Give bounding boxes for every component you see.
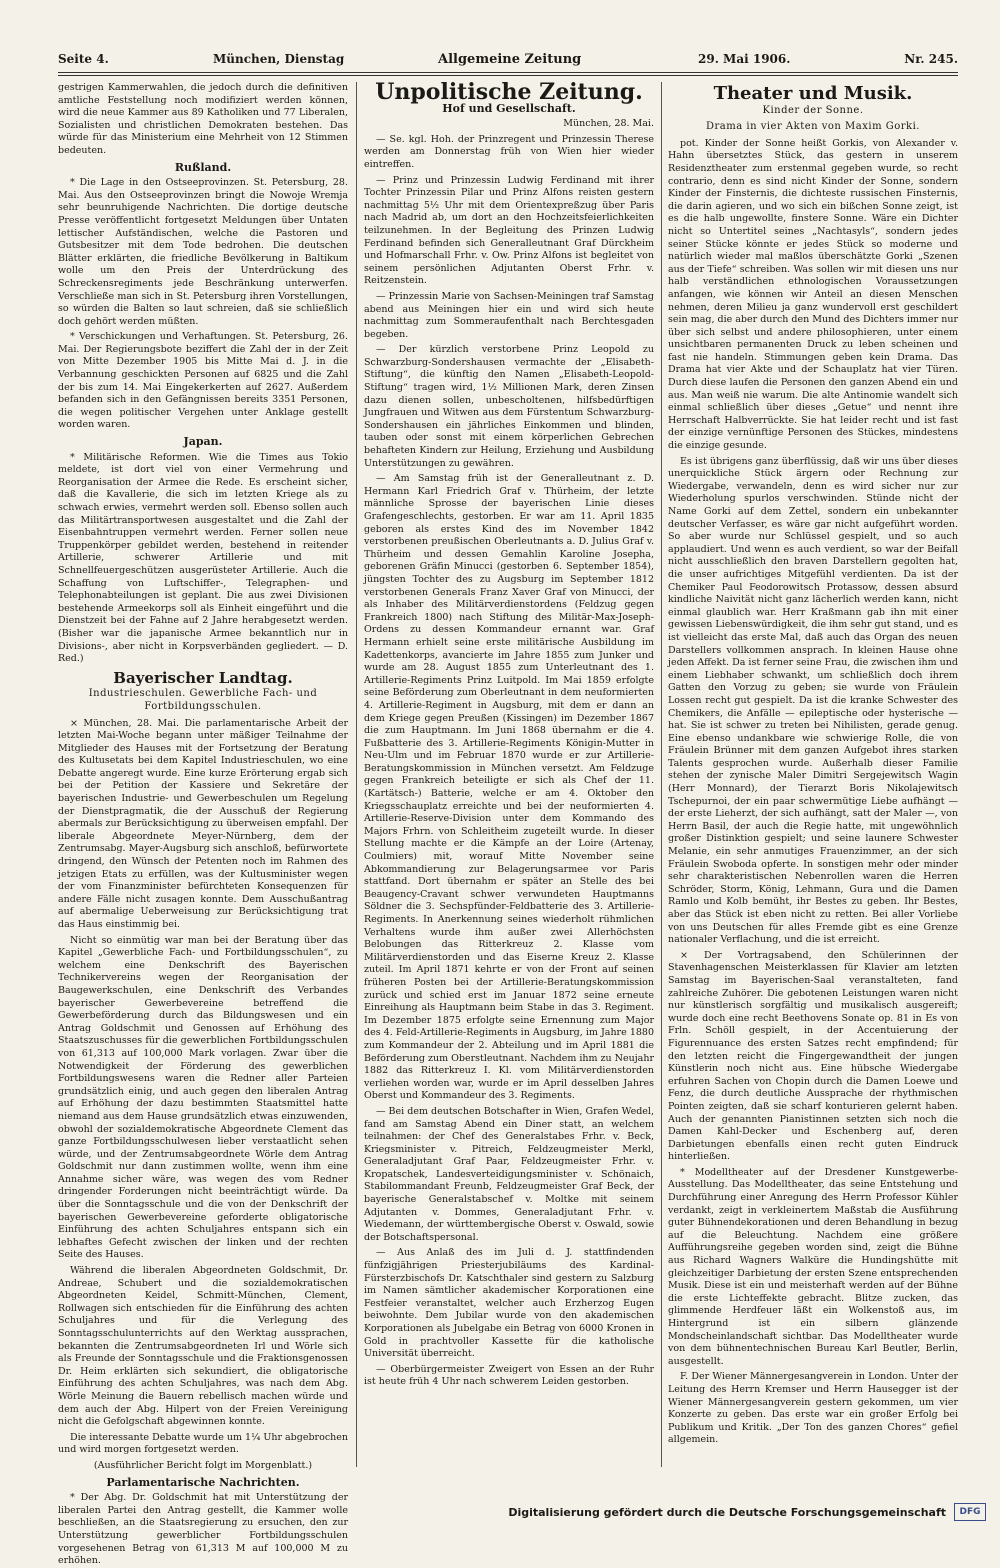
page-number: Seite 4. <box>58 52 109 66</box>
section-heading-landtag: Bayerischer Landtag. <box>113 668 293 687</box>
section-heading-russland: Rußland. <box>174 160 232 174</box>
article-text: — Prinzessin Marie von Sachsen-Meiningen traf Samstag abend aus Meiningen hier ein und wird sich heute nachmittag zum Sommeraufenthalt nach Berchtesgaden begeben. <box>364 290 654 340</box>
play-title: Kinder der Sonne. <box>762 104 864 116</box>
column-separator <box>661 82 662 1467</box>
article-text: F. Der Wiener Männergesangverein in London. Unter der Leitung des Herrn Kremser und Herrn Hausegger ist der Wiener Männergesangverein gestern gekommen, um vier Konzerte zu geben. Das erste war ein großer Erfolg bei Publikum und Kritik. „Der Ton des ganzen Chores“ gefiel allgemein. <box>668 1371 958 1446</box>
newspaper-name: Allgemeine Zeitung <box>438 52 582 67</box>
article-note: (Ausführlicher Bericht folgt im Morgenblatt.) <box>93 1459 313 1471</box>
article-text: × München, 28. Mai. Die parlamentarische Arbeit der letzten Mai-Woche begann unter mäßiger Teilnahme der Mitglieder des Hauses mit der Fortsetzung der Beratung des Kultusetats bei dem Kapitel Industrieschulen, wo eine Debatte angeregt wurde. Eine kurze Erörterung ergab sich bei der Petition der Kassiere und Sekretäre der bayerischen Industrie- und Gewerbeschulen um Regelung der Dienstpragmatik, die der Ausschuß der Regierung abermals zur Berücksichtigung zu überweisen empfahl. Der liberale Abgeordnete Meyer-Nürnberg, dem der Zentrumsabg. Mayer-Augsburg sich anschloß, befürwortete dringend, den Wünsch der Petenten noch im Rahmen des jetzigen Etats zu erfüllen, was der Kultusminister wegen der vom Finanzminister befürchteten Konsequenzen für andere Fälle nicht zusagen konnte. Dem Ausschußantrag auf abermalige Ueberweisung zur Berücksichtigung trat das Haus einstimmig bei. <box>58 717 348 930</box>
digitization-footer <box>0 1497 1000 1527</box>
section-heading-parliament: Parlamentarische Nachrichten. <box>106 1475 300 1489</box>
article-text: * Die Lage in den Ostseeprovinzen. St. Petersburg, 28. Mai. Aus den Ostseeprovinzen bringt die Nowoje Wremja sehr beunruhigende Nachrichten. Die dortige deutsche Presse veröffentlicht fortgesetzt Meldungen über Untaten lettischer Aufständischen, welche die Pastoren und Gutsbesitzer mit dem Tode bedrohen. Die deutschen Blätter erklärten, die friedliche Bevölkerung in Baltikum wolle um den Preis der Unterdrückung des Schreckensregiments jede Beschränkung unterwerfen. Verschließe man sich in St. Petersburg ihren Vorstellungen, so würden die Balten so laut schreien, daß sie schließlich doch gehört werden müßten. <box>58 177 348 327</box>
article-text: * Der Abg. Dr. Goldschmit hat mit Unterstützung der liberalen Partei den Antrag gestellt, die Kammer wolle beschließen, an die Staatsregierung zu ersuchen, den zur Unterstützung gewerblicher Fortbildungsschulen vorgesehenen Betrag von 61,313 M auf 100,000 M zu erhöhen. <box>58 1492 348 1567</box>
place-date: München, Dienstag <box>213 52 345 66</box>
section-subheading: Industrieschulen. Gewerbliche Fach- und Fortbildungsschulen. <box>88 688 318 712</box>
article-text: Es ist übrigens ganz überflüssig, daß wir uns über dieses unerquickliche Stück ärgern oder Rechnung zur Wiedergabe, verwandeln, denn es wird sicher nur zur Wiederholung spurlos verschwinden. Stünde nicht der Name Gorki auf dem Zettel, sondern ein unbekannter deutscher Verfasser, es wäre gar nicht aufgeführt worden. So aber wurde nur Schlüssel gespielt, und so auch applaudiert. Und wenn es auch verdient, so war der Beifall nicht ausschließlich den braven Darstellern gegolten hat, die unser aufrichtiges Mitgefühl verdienten. Da ist der Chemiker Paul Feodorowitsch Protassow, dessen absurd kindliche Naivität nicht ganz lächerlich werden kann, nicht einmal glaublich war. Herr Kraßmann gab ihn mit einer gewissen Liebenswürdigkeit, die ihm sehr gut stand, und es ist vielleicht das erste Mal, daß auch das Organ des neuen Darstellers vollkommen ansprach. In kleinen Hause ohne jeden Affekt. Da ist ferner seine Frau, die zwischen ihm und einem Liebhaber schwankt, um schließlich doch ihrem Gatten den Vorzug zu geben; sie wurde von Fräulein Lossen recht gut gespielt. Da ist die kranke Schwester des Chemikers, die Anfälle — epileptische oder hysterische — hat. Sie ist schwer zu treten bei Nihilisten, gerade genug. Eine ebenso undankbare wie schwierige Rolle, die von Fräulein Brünner mit dem ganzen Aufgebot ihres starken Talents gesprochen wurde. Außerhalb dieser Familie stehen der zynische Maler Dimitri Sergejewitsch Wagin (Herr Monnard), der Tierarzt Boris Nikolajewitsch Tschepurnoi, der ein paar schwermütige Liebe aufhängt — der erste Lieherzt, der sich aufhängt, satt der Maler —, von Herrn Basil, der auch die Regie hatte, mit ungewöhnlich großer Distinktion gespielt; und seine launere Schwester Melanie, ein sehr anmutiges Frauenzimmer, an der sich Fräulein Swoboda opferte. In sonstigen mehr oder minder sehr charakteristischen Nebenrollen waren die Herren Schröder, Storm, König, Lehmann, Gura und die Damen Ramlo und Kolb bemüht, ihr Bestes zu geben. Ihr Bestes, aber das Stück ist eben nicht zu retten. Bei aller Vorliebe von uns Deutschen für alles Fremde gibt es eine Grenze nationaler Verflachung, und die ist erreicht. <box>668 455 958 946</box>
article-text: — Prinz und Prinzessin Ludwig Ferdinand mit ihrer Tochter Prinzessin Pilar und Prinz Alfons reisten gestern nachmittag 5½ Uhr mit dem Orientexpreßzug über Paris nach Madrid ab, um dort an den Hochzeitsfeierlichkeiten teilzunehmen. In der Begleitung des Prinzen Ludwig Ferdinand befinden sich Generalleutnant Graf Dürckheim und Hofmarschall Frhr. v. Ow. Prinz Alfons ist begleitet von seinem persönlichen Adjutanten Oberst Frhr. v. Reitzenstein. <box>364 174 654 287</box>
article-text: pot. Kinder der Sonne heißt Gorkis, von Alexander v. Hahn übersetztes Stück, das gestern in unserem Residenztheater zum erstenmal gegeben wurde, so recht contrario, denn es sind nicht Kinder der Sonne, sondern Kinder der Finsternis, die dichteste russischen Finsternis, die darin agieren, und wo sich ein bißchen Sonne zeigt, ist es die halb ungewollte, finstere Sonne. Wäre ein Dichter nicht so Untertitel seines „Nachtasyls“, sondern jedes seiner Stücke könnte er jedes Stück so moderne und natürlich wieder mal maßlos überschätzte Gorki „Szenen aus der Tiefe“ schreiben. Was sollen wir mit diesen uns nur halb verständlichen ethnologischen Voraussetzungen anfangen, wie können wir Anteil an diesen Menschen nehmen, deren Milieu ja ganz wundervoll erst geschildert sein mag, die aber durch den Mund des Dichters immer nur über sich selbst und andere philosophieren, unter einem unsichtbaren permanenten Druck zu leben scheinen und fast nie handeln. Stimmungen geben kein Drama. Das Drama hat vier Akte und der Schauplatz hat vier Türen. Durch diese laufen die Personen den ganzen Abend ein und aus. Man weiß nie warum. Die alte Antinomie wandelt sich einmal schließlich über dieses „Getue“ und nennt ihre Herrschaft Halbverrückte. Sie hat leider recht und ist fast der einzige vernünftige Personen des Stückes, mindestens die einzige gesunde. <box>668 137 958 452</box>
article-text: gestrigen Kammerwahlen, die jedoch durch die definitiven amtliche Feststellung noch modifiziert werden können, wird die neue Kammer aus 89 Katholiken und 77 Liberalen, Sozialisten und christlichen Demokraten bestehen. Das würde für das Ministerium eine Mehrheit von 12 Stimmen bedeuten. <box>58 82 348 156</box>
column-separator <box>356 82 357 1467</box>
article-text: Während die liberalen Abgeordneten Goldschmit, Dr. Andreae, Schubert und die sozialdemokratischen Abgeordneten Keidel, Schmitt-München, Clement, Rollwagen sich entschieden für die Einführung des achten Schuljahres und für die Verlegung des Sonntagsschulunterrichts auf den Werktag aussprachen, bekannten die Zentrumsabgeordneten Irl und Wörle sich als Freunde der Sonntagsschule und die Fraktionsgenossen Dr. Heim erklärten sich sekundiert, die obligatorische Einführung des achten Schuljahres, was nach dem Abg. Wörle Meinung die Bauern rebellisch machen würde und dem auch der Abg. Hilpert von der Freien Vereinigung nicht die Gefolgschaft abgewinnen konnte. <box>58 1265 348 1428</box>
header-rule <box>58 72 958 73</box>
header-rule-2 <box>58 75 958 76</box>
article-text: — Aus Anlaß des im Juli d. J. stattfindenden fünfzigjährigen Priesterjubiläums des Kardinal-Fürsterzbischofs Dr. Katschthaler sind gestern zu Salzburg im Namen sämtlicher akademischer Korporationen eine Festfeier veranstaltet, welcher auch Erzherzog Eugen beiwohnte. Dem Jubilar wurde von den akademischen Korporationen als Jubelgabe ein Betrag von 6000 Kronen in Gold in prachtvoller Kassette für die katholische Universität überreicht. <box>364 1247 654 1360</box>
article-text: — Am Samstag früh ist der Generalleutnant z. D. Hermann Karl Friedrich Graf v. Thürheim, der letzte männliche Sprosse der bayerischen Linie dieses Grafengeschlechts, gestorben. Er war am 11. April 1835 geboren als erstes Kind des im November 1842 verstorbenen preußischen Oberleutnants a. D. Julius Graf v. Thürheim und dessen Gemahlin Karoline Josepha, geborenen Gräfin Minucci (gestorben 6. September 1854), jüngsten Tochter des zu Augsburg im September 1812 verstorbenen Generals Franz Xaver Graf von Minucci, der als Inhaber des Militärverdienstordens (Feldzug gegen Frankreich 1800) nach Stiftung des Militär-Max-Joseph-Ordens zu dessen Kommandeur ernannt war. Graf Hermann erhielt seine erste militärische Ausbildung im Kadettenkorps, avancierte im Jahre 1855 zum Junker und wurde am 28. August 1855 zum Unterleutnant des 1. Artillerie-Regiments Prinz Luitpold. Im Mai 1859 erfolgte seine Beförderung zum Oberleutnant in dem neuformierten 4. Artillerie-Regiment in Augsburg, mit dem er dann an dem Kriege gegen Preußen (Kissingen) im Dezember 1867 die zum Hauptmann. Im Juni 1868 übernahm er die 4. Fußbatterie des 3. Artillerie-Regiments Königin-Mutter in Neu-Ulm und im Februar 1870 wurde er zur Artillerie-Beratungskommission in München versetzt. Am Feldzuge gegen Frankreich beteiligte er sich als Chef der 11. (Kartätsch-) Batterie, welche er am 4. Oktober den Kriegsschauplatz erreichte und bei der neuformierten 4. Artillerie-Reserve-Division unter dem Kommando des Majors Frhrn. von Schleitheim zugeteilt wurde. In dieser Stellung machte er die Kämpfe an der Loire (Artenay, Coulmiers) mit, worauf Mitte November seine Abkommandierung zur Belagerungsarmee vor Paris stattfand. Dort übernahm er später an Stelle des bei Beaugency-Cravant schwer verwundeten Hauptmanns Söldner die 3. Sechspfünder-Feldbatterie des 3. Artillerie-Regiments. In Anerkennung seines wiederholt rühmlichen Verhaltens wurde ihm außer zwei Allerhöchsten Belobungen das Ritterkreuz 2. Klasse vom Militärverdienstorden und das Eiserne Kreuz 2. Klasse zuteil. Im April 1871 kehrte er von der Front auf seinen früheren Posten bei der Artillerie-Beratungskommission zurück und schied erst im Januar 1872 seine erneute Einreihung als Hauptmann beim Stabe in das 3. Regiment. Im Dezember 1875 erfolgte seine Ernennung zum Major des 4. Feld-Artillerie-Regiments in Augsburg, im Jahre 1880 zum Kommandeur der 2. Abteilung und im April 1881 die Beförderung zum Oberstleutnant. Nachdem ihm zu Neujahr 1882 das Ritterkreuz I. Kl. vom Militärverdienstorden verliehen worden war, wurde er im April desselben Jahres Oberst und Kommandeur des 3. Regiments. <box>364 473 654 1102</box>
section-subtitle: Hof und Gesellschaft. <box>442 101 576 115</box>
article-text: × Der Vortragsabend, den Schülerinnen der Stavenhagenschen Meisterklassen für Klavier am letzten Samstag im Bayerischen-Saal veranstalteten, fand zahlreiche Zuhörer. Die gebotenen Leistungen waren nicht nur künstlerisch sorgfältig und musikalisch ausgereift; wurde doch eine recht Beethovens Sonate op. 81 in Es von Frln. Schöll gespielt, in der Accentuierung der Figurennuance des ersten Satzes recht empfindend; für den letzten reicht die Fingergewandtheit der jungen Künstlerin noch nicht aus. Eine hübsche Wiedergabe erfuhren Sachen von Chopin durch die Damen Loewe und Fenz, die durch deutliche Aussprache der rhythmischen Pointen zeigten, daß sie scharf konturieren gelernt haben. Auch der genannten Pianistinnen setzten sich noch die Damen Kahl-Decker und Eschenberg auf, deren Darbietungen ebenfalls einen recht guten Eindruck hinterließen. <box>668 949 958 1163</box>
article-text: Die interessante Debatte wurde um 1¼ Uhr abgebrochen und wird morgen fortgesetzt werden. <box>58 1431 348 1456</box>
issue-date: 29. Mai 1906. <box>698 52 791 66</box>
column-society <box>364 79 654 1467</box>
article-text: * Modelltheater auf der Dresdener Kunstgewerbe-Ausstellung. Das Modelltheater, das seine Entstehung und Durchführung einer Anregung des Herrn Professor Kühler verdankt, zeigt in verkleinertem Maßstab die Ausführung guter Bühnendekorationen und deren Behandlung in bezug auf die Beleuchtung. Nachdem eine größere Aufführungsreihe gegeben worden sind, zeigt die Bühne aus Richard Wagners Walküre die Hundingshütte mit gleichzeitiger Darbietung der ersten Szene entsprechenden Musik. Diese ist ein und meisterhaft werden auf der Bühne die erste Lichteffekte gebracht. Blitze zucken, das glimmende Herdfeuer läßt ein Wolkenstoß aus, im Hintergrund ist ein silbern glänzende Mondscheinlandschaft sichtbar. Das Modelltheater wurde von dem bühnentechnischen Bureau Karl Beutler, Berlin, ausgestellt. <box>668 1166 958 1367</box>
play-subtitle: Drama in vier Akten von Maxim Gorki. <box>706 121 920 133</box>
article-text: * Militärische Reformen. Wie die Times aus Tokio meldete, ist dort viel von einer Vermehrung und Reorganisation der Armee die Rede. Es erscheint sicher, daß die Kavallerie, die sich im letzten Kriege als zu schwach erwies, vermehrt werden soll. Ebenso sollen auch das Militärtransportwesen ausgestaltet und die Zahl der Eisenbahntruppen vermehrt werden. Ferner sollen neue Truppenkörper gebildet werden, bestehend in reitender Artillerie, schwerer Artillerie und mit Schnellfeuergeschützen ausgerüsteter Artillerie. Auch die Schaffung von Luftschiffer-, Telegraphen- und Telephonabteilungen ist geplant. Die aus zwei Divisionen bestehende Armeekorps soll als Einheit eingeführt und die Dienstzeit bei der Fahne auf 2 Jahre herabgesetzt werden. (Bisher war die japanische Armee bekanntlich nur in Divisions-, aber nicht in Korpsverbänden gegliedert. — D. Red.) <box>58 451 348 665</box>
dfg-logo-icon: DFG <box>954 1503 986 1521</box>
article-text: — Bei dem deutschen Botschafter in Wien, Grafen Wedel, fand am Samstag Abend ein Diner statt, an welchem teilnahmen: der Chef des Generalstabes Frhr. v. Beck, Kriegsminister v. Pitreich, Feldzeugmeister Merkl, Generaladjutant Graf Paar, Feldzeugmeister Frhr. v. Kropatschek, Landesverteidigungsminister v. Schönaich, Stabilommandant Freunb, Feldzeugmeister Graf Beck, der bayerische Generalstabschef v. Moltke mit seinem Adjutanten v. Dommes, Generaladjutant Frhr. v. Wiedemann, der württembergische Oberst v. Oswald, sowie der Botschaftspersonal. <box>364 1105 654 1243</box>
column-politics <box>58 82 348 1567</box>
article-text: — Der kürzlich verstorbene Prinz Leopold zu Schwarzburg-Sondershausen vermachte der „Elisabeth-Stiftung“, die künftig den Namen „Elisabeth-Leopold-Stiftung“ tragen wird, 1½ Millionen Mark, deren Zinsen dazu dienen sollen, unbescholtenen, hilfsbedürftigen Jungfrauen und Witwen aus dem Fürstentum Schwarzburg-Sondershausen ein jährliches Einkommen und blinden, tauben oder sonst mit einem körperlichen Gebrechen behafteten Kindern zur Heilung, Erziehung und Ausbildung Unterstützungen zu gewähren. <box>364 344 654 469</box>
section-heading-japan: Japan. <box>183 435 223 449</box>
column-theater <box>668 82 958 1467</box>
section-title: Theater und Musik. <box>713 83 913 104</box>
section-title: Unpolitische Zeitung. <box>375 79 643 105</box>
article-text: — Oberbürgermeister Zweigert von Essen an der Ruhr ist heute früh 4 Uhr nach schwerem Leiden gestorben. <box>364 1363 654 1388</box>
article-text: Nicht so einmütig war man bei der Beratung über das Kapitel „Gewerbliche Fach- und Fortbildungsschulen“, zu welchem eine Denkschrift des Bayerischen Technikervereins wegen der Reorganisation der Baugewerkschulen, eine Denkschrift des Verbandes bayerischer Gewerbevereine betreffend die Gewerbeförderung durch das Bildungswesen und ein Antrag Goldschmit und Genossen auf Erhöhung des Staatszuschusses für die gewerblichen Fortbildungsschulen von 61,313 auf 100,000 Mark vorlagen. Zwar über die Notwendigkeit der Förderung des gewerblichen Fortbildungswesens waren die Redner aller Parteien grundsätzlich einig, und auch gegen den liberalen Antrag auf Erhöhung der dazu bestimmten Staatsmittel hatte niemand aus dem Hause grundsätzlich etwas einzuwenden, obwohl der sozialdemokratische Abgeordnete Clement das ganze Fortbildungsschulwesen lieber verstaatlicht sehen würde, und der Zentrumsabgeordnete Wörle dem Antrag Goldschmit nur dann zustimmen wollte, wenn ihm eine Annahme sicher wäre, was wegen des vom Redner dringender Forderungen nicht beeinträchtigt würde. Da über die Sonntagsschule und die von der Denkschrift der bayerischen Gewerbevereine geforderte obligatorische Einführung des achten Schuljahres entspann sich ein lebhaftes Gefecht zwischen der linken und der rechten Seite des Hauses. <box>58 934 348 1261</box>
issue-number: Nr. 245. <box>904 52 958 66</box>
digitization-credit: Digitalisierung gefördert durch die Deutsche Forschungsgemeinschaft <box>508 1506 946 1519</box>
page-header <box>58 52 958 72</box>
dateline: München, 28. Mai. <box>563 118 654 130</box>
article-text: — Se. kgl. Hoh. der Prinzregent und Prinzessin Therese werden am Donnerstag früh von Wien hier wieder eintreffen. <box>364 133 654 170</box>
article-text: * Verschickungen und Verhaftungen. St. Petersburg, 26. Mai. Der Regierungsbote beziffert die Zahl der in der Zeit von Mitte Dezember 1905 bis Mitte Mai d. J. in die Verbannung geschickten Personen auf 6825 und die Zahl der bis zum 14. Mai Eingekerkerten auf 2627. Außerdem befanden sich in den Gefängnissen bereits 3351 Personen, die wegen politischer Vergehen unter Anklage gestellt worden waren. <box>58 331 348 431</box>
